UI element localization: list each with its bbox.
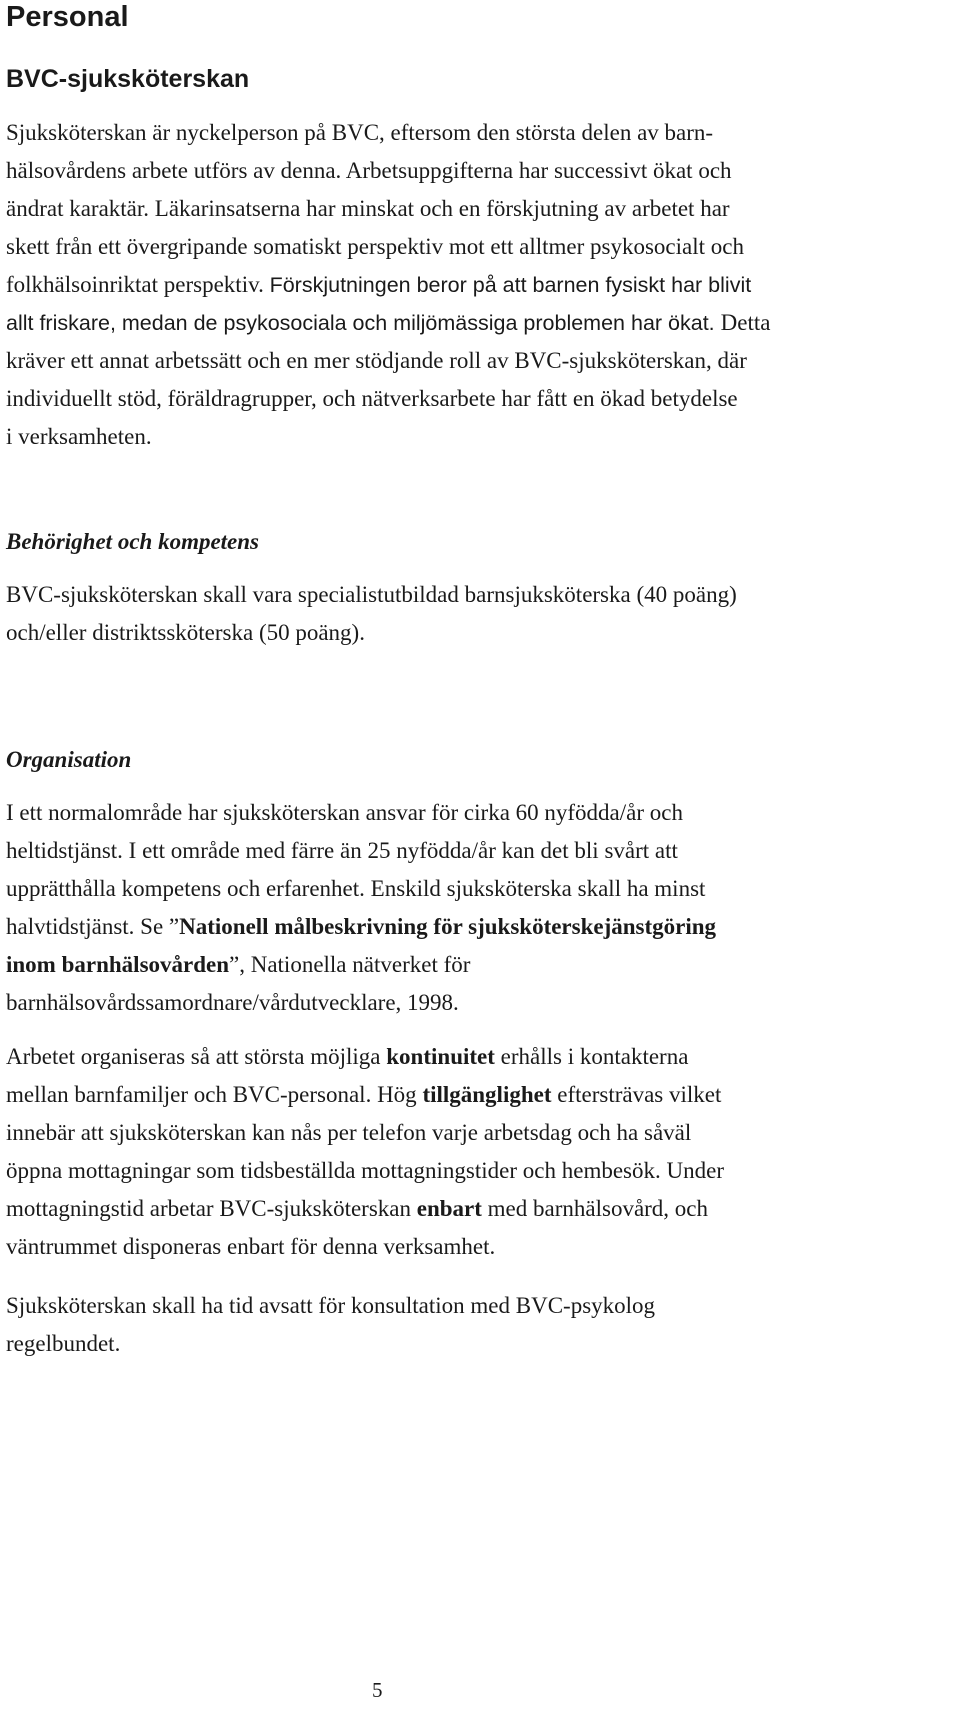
organisation-paragraph-2 xyxy=(6,1038,724,1266)
organisation-text: mottagningstid arbetar BVC-sjuksköterskan xyxy=(6,1196,417,1221)
page-heading: Personal xyxy=(6,1,129,33)
organisation-line: regelbundet. xyxy=(6,1331,121,1356)
organisation-text: mellan barnfamiljer och BVC-personal. Hög xyxy=(6,1082,423,1107)
organisation-text: med barnhälsovård, och xyxy=(481,1196,709,1221)
organisation-line: barnhälsovårdssamordnare/vårdutvecklare, 1998. xyxy=(6,990,459,1015)
intro-line: kräver ett annat arbetssätt och en mer stödjande roll av BVC-sjuksköterskan, där xyxy=(6,348,747,373)
organisation-line: öppna mottagningar som tidsbeställda mottagningstider och hembesök. Under xyxy=(6,1158,724,1183)
organisation-line: väntrummet disponeras enbart för denna verksamhet. xyxy=(6,1234,496,1259)
organisation-line-reference xyxy=(6,946,716,984)
section-heading-behorighet: Behörighet och kompetens xyxy=(6,529,260,554)
organisation-line-reference xyxy=(6,908,716,946)
intro-text-serif: Detta xyxy=(720,310,771,335)
behorighet-paragraph xyxy=(6,576,737,652)
organisation-line: heltidstjänst. I ett område med färre än 25 nyfödda/år kan det bli svårt att xyxy=(6,838,678,863)
intro-text-sans: allt friskare, medan de psykosociala och miljömässiga problemen har ökat. xyxy=(6,311,715,335)
keyword-bold: kontinuitet xyxy=(386,1044,495,1069)
intro-line: hälsovårdens arbete utförs av denna. Arbetsuppgifterna har successivt ökat och xyxy=(6,158,732,183)
intro-paragraph xyxy=(6,114,770,456)
organisation-paragraph-3 xyxy=(6,1287,655,1363)
organisation-paragraph-1 xyxy=(6,794,716,1022)
organisation-text: eftersträvas vilket xyxy=(551,1082,722,1107)
organisation-text: erhålls i kontakterna xyxy=(494,1044,689,1069)
organisation-line xyxy=(6,1038,724,1076)
intro-line: i verksamheten. xyxy=(6,424,152,449)
intro-line: Sjuksköterskan är nyckelperson på BVC, eftersom den största delen av barn- xyxy=(6,120,714,145)
behorighet-line: och/eller distriktssköterska (50 poäng). xyxy=(6,620,365,645)
organisation-text: Arbetet organiseras så att största möjliga xyxy=(6,1044,387,1069)
intro-line: skett från ett övergripande somatiskt perspektiv mot ett alltmer psykosocialt och xyxy=(6,234,744,259)
intro-line-sans xyxy=(6,304,770,342)
section-heading-bvc: BVC-sjuksköterskan xyxy=(6,65,250,93)
organisation-line: I ett normalområde har sjuksköterskan ansvar för cirka 60 nyfödda/år och xyxy=(6,800,683,825)
organisation-text: halvtidstjänst. Se ” xyxy=(6,914,180,939)
behorighet-line: BVC-sjuksköterskan skall vara specialistutbildad barnsjuksköterska (40 poäng) xyxy=(6,582,737,607)
intro-text-sans: Förskjutningen beror på att barnen fysiskt har blivit xyxy=(269,273,752,297)
intro-text: folkhälsoinriktat perspektiv. xyxy=(6,272,264,297)
organisation-text: ”, Nationella nätverket för xyxy=(229,952,471,977)
organisation-line: upprätthålla kompetens och erfarenhet. Enskild sjuksköterska skall ha minst xyxy=(6,876,706,901)
reference-title-bold: inom barnhälsovården xyxy=(6,952,230,977)
organisation-line: innebär att sjuksköterskan kan nås per telefon varje arbetsdag och ha såväl xyxy=(6,1120,692,1145)
intro-line-mixed xyxy=(6,266,770,304)
keyword-bold: enbart xyxy=(416,1196,482,1221)
section-heading-organisation: Organisation xyxy=(6,747,132,772)
intro-line: ändrat karaktär. Läkarinsatserna har minskat och en förskjutning av arbetet har xyxy=(6,196,730,221)
intro-line: individuellt stöd, föräldragrupper, och nätverksarbete har fått en ökad betydelse xyxy=(6,386,738,411)
organisation-line xyxy=(6,1190,724,1228)
organisation-line: Sjuksköterskan skall ha tid avsatt för konsultation med BVC-psykolog xyxy=(6,1293,656,1318)
organisation-line xyxy=(6,1076,724,1114)
reference-title-bold: Nationell målbeskrivning för sjuksköterskejänstgöring xyxy=(179,914,717,939)
page-number: 5 xyxy=(372,1678,383,1702)
keyword-bold: tillgänglighet xyxy=(422,1082,552,1107)
